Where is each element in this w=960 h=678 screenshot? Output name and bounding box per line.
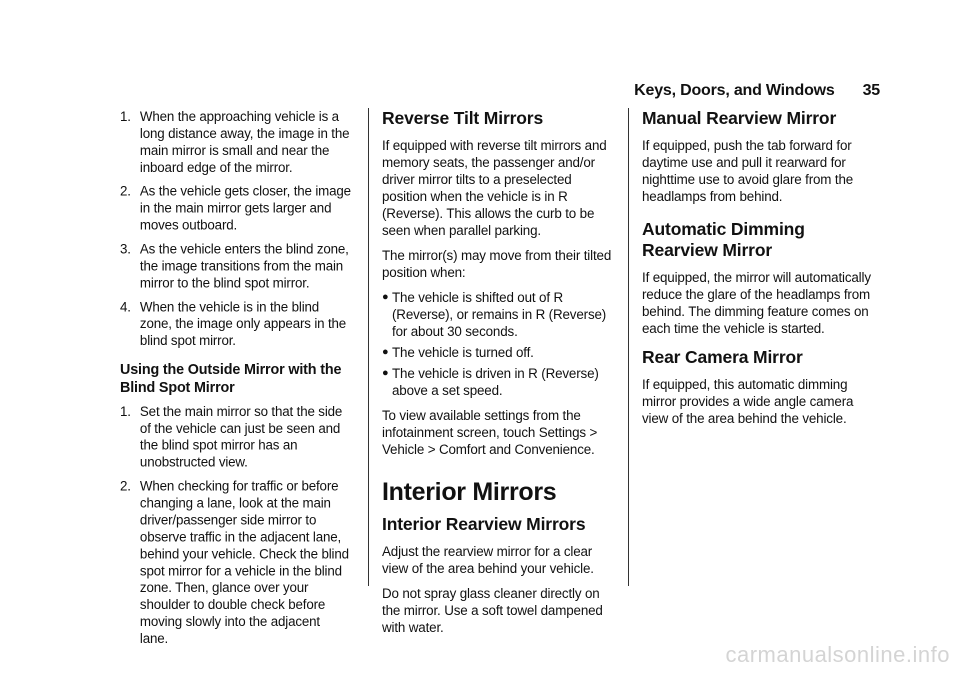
subheading-blind-spot: Using the Outside Mirror with the Blind Spot Mirror [120,362,342,396]
paragraph: Adjust the rearview mirror for a clear view of the area behind your vehicle. [382,544,594,576]
heading-rear-camera-mirror: Rear Camera Mirror [642,347,803,367]
watermark: carmanualsonline.info [725,642,950,667]
paragraph: If equipped, push the tab forward for daytime use and pull it rearward for nighttime use to avoid glare from the headlamps from behind. [642,138,854,204]
bullet-list [382,289,614,399]
list-item: ● The vehicle is shifted out of R (Reverse), or remains in R (Reverse) for about 30 seconds. [382,290,607,339]
column-divider-1 [368,108,369,586]
list-item: 1. Set the main mirror so that the side of the vehicle can just be seen and the blind spot mirror has an unobstructed view. [120,403,343,470]
mirror-image-steps [120,108,351,349]
heading-manual-rearview-mirror: Manual Rearview Mirror [642,108,837,128]
heading-reverse-tilt-mirrors: Reverse Tilt Mirrors [382,108,544,128]
list-item: 4. When the vehicle is in the blind zone, the image only appears in the blind spot mirror. [120,299,347,349]
list-item: 3. As the vehicle enters the blind zone, the image transitions from the main mirror to the blind spot mirror. [120,241,349,291]
blind-spot-steps [120,403,351,647]
paragraph: Do not spray glass cleaner directly on the mirror. Use a soft towel dampened with water. [382,586,603,635]
heading-automatic-dimming-mirror: Automatic Dimming Rearview Mirror [642,219,805,260]
column-divider-2 [628,108,629,586]
bullet-icon: ● [382,291,389,303]
list-item: 1. When the approaching vehicle is a long distance away, the image in the main mirror is small and near the inboard edge of the mirror. [120,108,350,175]
paragraph: If equipped, the mirror will automatically reduce the glare of the headlamps from behind. The dimming feature comes on each time the vehicle is started. [642,270,871,336]
column-3 [642,108,874,435]
list-item: 2. When checking for traffic or before changing a lane, look at the main driver/passenger side mirror to observe traffic in the adjacent lane, behind your vehicle. Check the blind spot mirror for a vehicle in the blind zone. Then, glance over your shoulder to double check before moving slowly into the adjacent lane. [120,478,349,647]
list-item: ● The vehicle is driven in R (Reverse) above a set speed. [382,366,599,398]
paragraph: If equipped, this automatic dimming mirror provides a wide angle camera view of the area behind the vehicle. [642,377,854,426]
list-item: ● The vehicle is turned off. [382,345,534,360]
heading-interior-mirrors: Interior Mirrors [382,478,557,506]
paragraph: If equipped with reverse tilt mirrors and memory seats, the passenger and/or driver mirror tilts to a preselected position when the vehicle is in R (Reverse). This allows the curb to be seen when parallel parking. [382,138,607,238]
section-title: Keys, Doors, and Windows [634,82,835,99]
heading-interior-rearview-mirrors: Interior Rearview Mirrors [382,514,586,534]
column-1 [120,108,351,654]
paragraph: The mirror(s) may move from their tilted position when: [382,248,612,280]
column-2 [382,108,614,644]
page-header [600,82,880,100]
bullet-icon: ● [382,367,389,379]
list-item: 2. As the vehicle gets closer, the image in the main mirror gets larger and moves outboard. [120,183,351,233]
page-number: 35 [862,82,880,99]
bullet-icon: ● [382,346,389,358]
paragraph: To view available settings from the infotainment screen, touch Settings > Vehicle > Comfort and Convenience. [382,408,598,457]
